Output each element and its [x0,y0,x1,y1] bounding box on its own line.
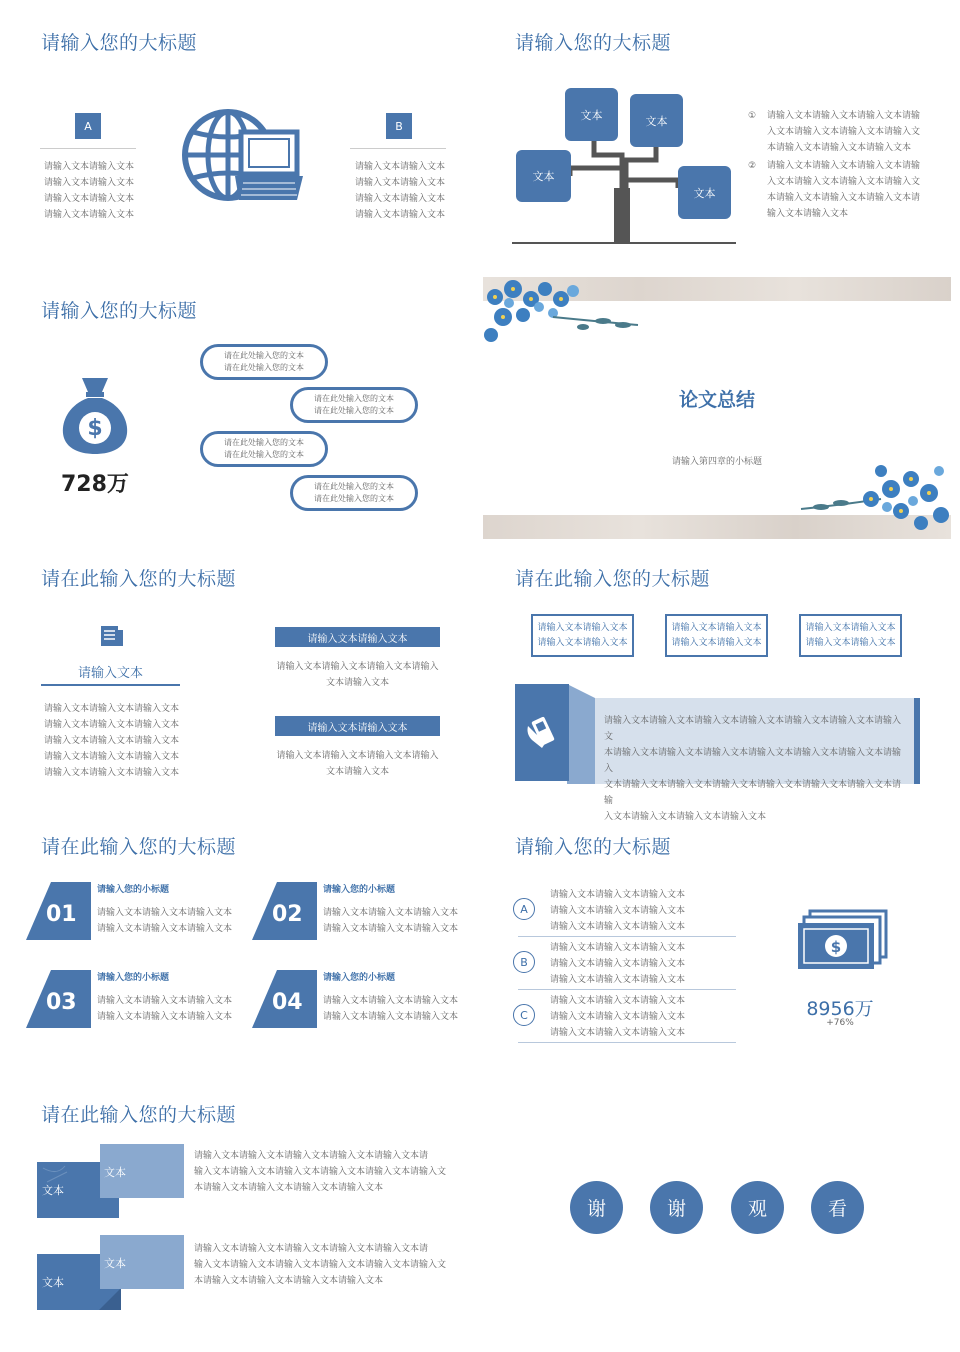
row-text: 请输入文本请输入文本请输入文本请输入文本请输入文本请 输入文本请输入文本请输入文本请输入文本请输入文本请输入文 本请输入文本请输入文本请输入文本请输入文本 [194,1151,447,1193]
divider [518,989,736,990]
slide-1 [0,0,480,268]
speech-bubble: 请在此处输入您的文本 请在此处输入您的文本 [200,431,328,467]
section-title: 论文总结 [678,389,755,411]
globe-laptop-icon [183,106,303,204]
divider [350,148,446,149]
section-subtitle: 请输入第四章的小标题 [671,457,762,467]
divider [41,684,180,686]
divider [518,1042,736,1043]
item-number: 03 [46,990,77,1015]
bar-text: 请输入文本请输入文本请输入文本请输入 文本请输入文本 [276,751,439,777]
slide-3 [0,270,480,538]
amount: 728万 [61,472,129,497]
label-b: B [386,113,412,139]
svg-text:$: $ [830,938,842,956]
item-text: 请输入文本请输入文本请输入文本 请输入文本请输入文本请输入文本 [323,908,459,934]
slide-title: 请输入您的大标题 [41,32,198,54]
slide-4 [483,277,951,539]
item-number: 01 [46,902,77,927]
thanks-char: 谢 [570,1181,623,1234]
slide-title: 请在此输入您的大标题 [41,836,237,858]
letter-badge: A [513,898,535,920]
back-box-label: 文本 [42,1184,64,1197]
cash-icon [798,911,888,971]
item-number: 04 [272,990,303,1015]
slide-5 [0,540,480,808]
item-text: 请输入文本请输入文本请输入文本 请输入文本请输入文本请输入文本 [97,908,233,934]
thanks-char: 观 [731,1181,784,1234]
phone-hand-icon [526,712,560,752]
text-block-a: 请输入文本请输入文本 请输入文本请输入文本 请输入文本请输入文本 请输入文本请输入文本 [44,162,135,220]
item-text: 请输入文本请输入文本请输入文本 请输入文本请输入文本请输入文本 请输入文本请输入文本请输入文本 [550,890,686,932]
tree-box: 文本 [565,88,618,141]
item-subtitle: 请输入您的小标题 [323,885,396,895]
item-text: 请输入文本请输入文本请输入文本 请输入文本请输入文本请输入文本 请输入文本请输入文本请输入文本 [550,943,686,985]
newspaper-icon [101,626,123,646]
speech-bubble: 请在此处输入您的文本 请在此处输入您的文本 [290,387,418,423]
letter-badge: C [513,1004,535,1026]
slide-title: 请在此输入您的大标题 [41,568,237,590]
label-a: A [75,113,101,139]
item-subtitle: 请输入您的小标题 [323,973,396,983]
slide-title: 请输入您的大标题 [41,300,198,322]
bar-text: 请输入文本请输入文本请输入文本请输入 文本请输入文本 [276,662,439,688]
flower-decoration-icon [801,459,951,539]
front-box-label: 文本 [104,1257,126,1270]
slide-10 [480,1078,960,1352]
money-bag-icon [60,374,130,454]
speech-bubble: 请在此处输入您的文本 请在此处输入您的文本 [290,475,418,511]
slide-title: 请输入您的大标题 [515,32,672,54]
slide-9 [0,1078,480,1352]
text-box: 请输入文本请输入文本 请输入文本请输入文本 [531,614,634,657]
slide-title: 请在此输入您的大标题 [41,1104,237,1126]
flower-decoration-icon [483,277,643,362]
tree-box: 文本 [630,94,683,147]
slide-2 [480,0,960,268]
slide-title: 请输入您的大标题 [515,836,672,858]
item-subtitle: 请输入您的小标题 [97,973,170,983]
row-text: 请输入文本请输入文本请输入文本请输入文本请输入文本请 输入文本请输入文本请输入文本请输入文本请输入文本请输入文 本请输入文本请输入文本请输入文本请输入文本 [194,1244,447,1286]
bar-label: 请输入文本请输入文本 [275,627,440,647]
left-heading: 请输入文本 [77,666,143,681]
slide-title: 请在此输入您的大标题 [515,568,711,590]
letter-badge: B [513,951,535,973]
thanks-char: 谢 [650,1181,703,1234]
text-box: 请输入文本请输入文本 请输入文本请输入文本 [799,614,902,657]
list-item: ② 请输入文本请输入文本请输入文本请输 入文本请输入文本请输入文本请输入文 本请输入文本请输入文本请输入文本请 输入文本请输入文本 [748,161,921,219]
text-block-b: 请输入文本请输入文本 请输入文本请输入文本 请输入文本请输入文本 请输入文本请输入文本 [355,162,446,220]
front-box-label: 文本 [104,1166,126,1179]
tree-box: 文本 [516,150,571,202]
svg-text:$: $ [87,416,103,441]
slide-6 [480,540,960,822]
slide-7 [0,808,480,1076]
thanks-char: 看 [811,1181,864,1234]
item-number: 02 [272,902,303,927]
banner-text: 请输入文本请输入文本请输入文本请输入文本请输入文本请输入文本请输入文 本请输入文本请输入文本请输入文本请输入文本请输入文本请输入文本请输入 文本请输入文本请输入文本请输入文本请输入文本请输入文本请输入文本请输 入文本请输入文本请输入文本请输入文本 [604,716,902,822]
change-value: +76% [826,1018,854,1028]
text-box: 请输入文本请输入文本 请输入文本请输入文本 [665,614,768,657]
speech-bubble: 请在此处输入您的文本 请在此处输入您的文本 [200,344,328,380]
list-item: ① 请输入文本请输入文本请输入文本请输 入文本请输入文本请输入文本请输入文 本请输入文本请输入文本请输入文本 [748,111,921,153]
numbered-list [748,108,948,222]
item-text: 请输入文本请输入文本请输入文本 请输入文本请输入文本请输入文本 [323,996,459,1022]
divider [40,148,136,149]
bar-label: 请输入文本请输入文本 [275,716,440,736]
item-text: 请输入文本请输入文本请输入文本 请输入文本请输入文本请输入文本 请输入文本请输入文本请输入文本 [550,996,686,1038]
slide-8 [480,808,960,1076]
item-text: 请输入文本请输入文本请输入文本 请输入文本请输入文本请输入文本 [97,996,233,1022]
tree-box: 文本 [678,166,731,219]
amount: 8956万 [806,998,874,1020]
left-text: 请输入文本请输入文本请输入文本 请输入文本请输入文本请输入文本 请输入文本请输入文本请输入文本 请输入文本请输入文本请输入文本 请输入文本请输入文本请输入文本 [44,704,180,778]
divider [518,936,736,937]
item-subtitle: 请输入您的小标题 [97,885,170,895]
back-box-label: 文本 [42,1276,64,1289]
